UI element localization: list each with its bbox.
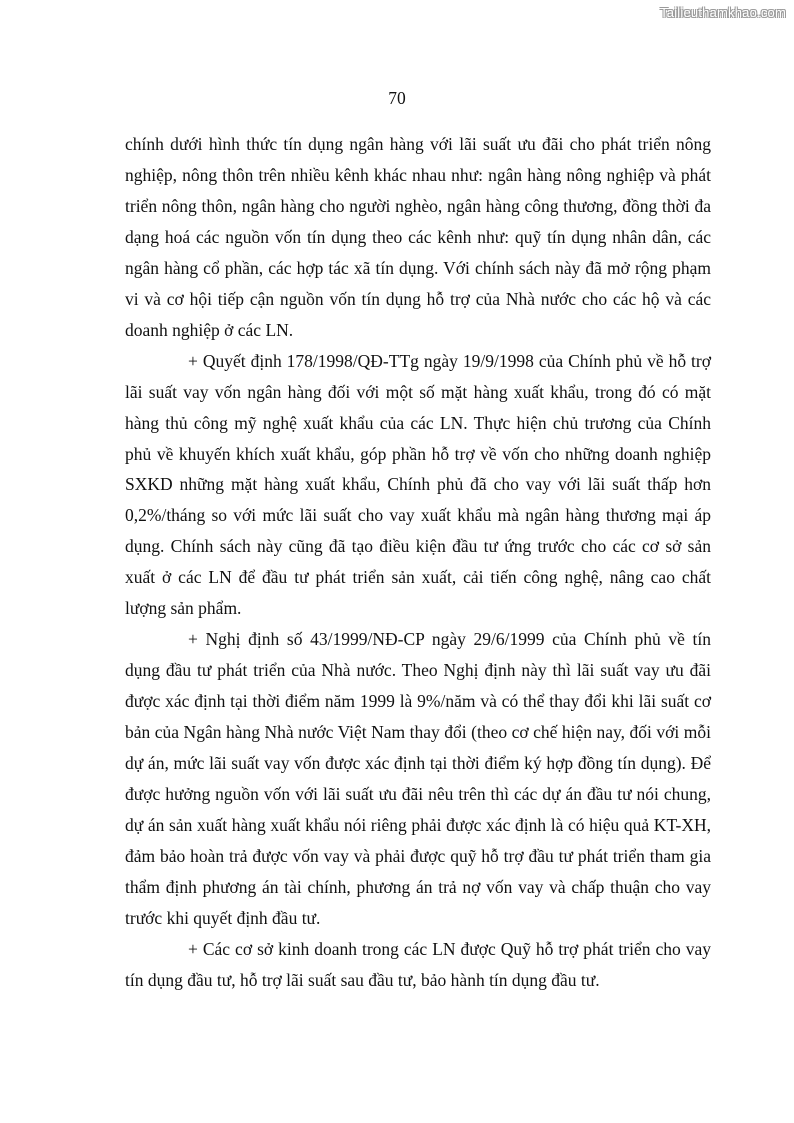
watermark-text: Tailieuthamkhao.com (660, 5, 786, 20)
document-body (125, 129, 711, 996)
paragraph-decision-178: + Quyết định 178/1998/QĐ-TTg ngày 19/9/1998 của Chính phủ về hỗ trợ lãi suất vay vốn ngân hàng đối với một số mặt hàng xuất khẩu, trong đó có mặt hàng thủ công mỹ nghệ xuất khẩu của các LN. Thực hiện chủ trương của Chính phủ về khuyến khích xuất khẩu, góp phần hỗ trợ về vốn cho những doanh nghiệp SXKD những mặt hàng xuất khẩu, Chính phủ đã cho vay với lãi suất thấp hơn 0,2%/tháng so với mức lãi suất cho vay xuất khẩu mà ngân hàng thương mại áp dụng. Chính sách này cũng đã tạo điều kiện đầu tư ứng trước cho các cơ sở sản xuất ở các LN để đầu tư phát triển sản xuất, cải tiến công nghệ, nâng cao chất lượng sản phẩm. (125, 350, 711, 619)
paragraph-decree-43: + Nghị định số 43/1999/NĐ-CP ngày 29/6/1999 của Chính phủ về tín dụng đầu tư phát triển của Nhà nước. Theo Nghị định này thì lãi suất vay ưu đãi được xác định tại thời điểm năm 1999 là 9%/năm và có thể thay đổi khi lãi suất cơ bản của Ngân hàng Nhà nước Việt Nam thay đổi (theo cơ chế hiện nay, đối với mỗi dự án, mức lãi suất vay vốn được xác định tại thời điểm ký hợp đồng tín dụng). Để được hưởng nguồn vốn với lãi suất ưu đãi nêu trên thì các dự án đầu tư nói chung, dự án sản xuất hàng xuất khẩu nói riêng phải được xác định là có hiệu quả KT-XH, đảm bảo hoàn trả được vốn vay và phải được quỹ hỗ trợ đầu tư phát triển tham gia thẩm định phương án tài chính, phương án trả nợ vốn vay và chấp thuận cho vay trước khi quyết định đầu tư. (125, 629, 711, 928)
paragraph-continuation: chính dưới hình thức tín dụng ngân hàng với lãi suất ưu đãi cho phát triển nông nghiệp, nông thôn trên nhiều kênh khác nhau như: ngân hàng nông nghiệp và phát triển nông thôn, ngân hàng cho người nghèo, ngân hàng công thương, đồng thời đa dạng hoá các nguồn vốn tín dụng theo các kênh như: quỹ tín dụng nhân dân, các ngân hàng cổ phần, các hợp tác xã tín dụng. Với chính sách này đã mở rộng phạm vi và cơ hội tiếp cận nguồn vốn tín dụng hỗ trợ của Nhà nước cho các hộ và các doanh nghiệp ở các LN. (125, 134, 711, 340)
paragraph-business-support: + Các cơ sở kinh doanh trong các LN được Quỹ hỗ trợ phát triển cho vay tín dụng đầu tư, hỗ trợ lãi suất sau đầu tư, bảo hành tín dụng đầu tư. (125, 938, 711, 990)
page-number: 70 (388, 88, 406, 108)
